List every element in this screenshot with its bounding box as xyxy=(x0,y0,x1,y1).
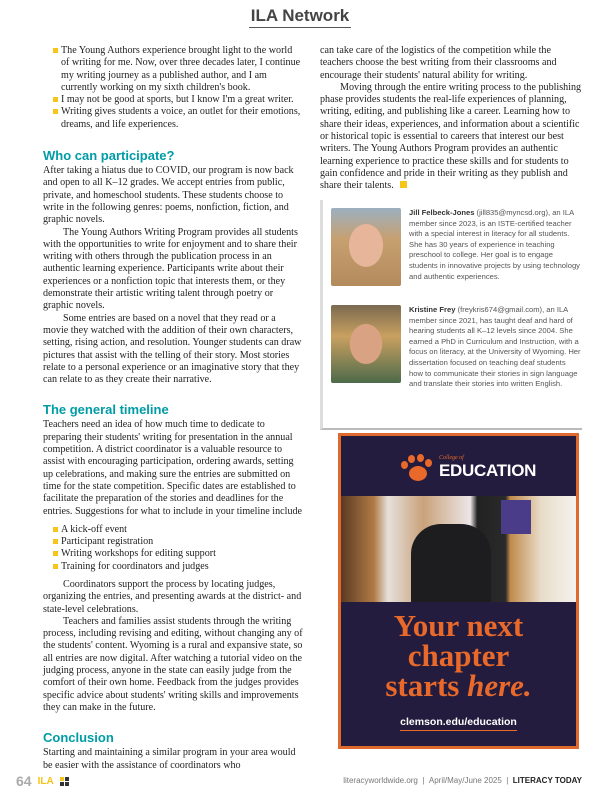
item-text: Writing workshops for editing support xyxy=(61,548,216,560)
paragraph: Teachers need an idea of how much time to dedicate to preparing their students' writing for presentation in the annual competition. A district coordinator is a valuable resource to assist with encouraging participation, ordering awards, setting up celebrations, and making sure the entries are submitted on time for the state competition. Specific dates are established to facilitate the preparation of the stories and deadlines for the entries. Suggestions for what to include in your timeline include xyxy=(43,419,303,517)
list-item xyxy=(53,94,303,106)
separator: | xyxy=(422,776,425,785)
bullet-icon xyxy=(53,48,58,53)
author-bios xyxy=(320,200,582,430)
page-number: 64 xyxy=(16,773,32,789)
separator: | xyxy=(506,776,509,785)
ila-mark-icon xyxy=(60,777,69,786)
bullet-icon xyxy=(53,97,58,102)
heading-conclusion: Conclusion xyxy=(43,730,114,746)
clemson-advertisement[interactable] xyxy=(338,433,579,749)
paragraph: Teachers and families assist students through the writing process, including revising and editing, without changing any of the students' content. Wyoming is a rural and expansive state, so all entries are now digital. After watching a tutorial video on the judging process, anyone in the state can easily judge from the comfort of their own home. Feedback from the judges provides specific advice about students' writing skills and improvements they can make in the future. xyxy=(43,615,303,713)
book-image xyxy=(501,500,531,534)
author-bio xyxy=(331,208,581,282)
item-text: Training for coordinators and judges xyxy=(61,560,209,572)
page-footer-right xyxy=(343,776,582,785)
author-bio xyxy=(331,305,581,390)
tagline-line: chapter xyxy=(407,638,510,673)
author-text: (freykris674@gmail.com), an ILA member since 2021, has taught deaf and hard of hearing students all K–12 levels since 2004. She earned a PhD in Curriculum and Instruction, with a focus on literacy, at the University of Wyoming. Her dissertation focused on teaching deaf students how to communicate their stories in sign language and translate their stories into written English. xyxy=(409,305,581,389)
heading-who-can-participate: Who can participate? xyxy=(43,148,175,164)
ad-tagline xyxy=(341,608,576,703)
author-name: Jill Felbeck-Jones xyxy=(409,208,475,217)
tagline-line: starts xyxy=(385,668,468,703)
tiger-paw-icon xyxy=(401,454,433,482)
list-item xyxy=(53,524,303,536)
left-column xyxy=(43,45,303,772)
ad-link[interactable]: clemson.edu/education xyxy=(400,716,517,731)
student-image xyxy=(411,524,491,602)
list-item xyxy=(53,45,303,94)
bullet-icon xyxy=(53,551,58,556)
ila-logo: ILA xyxy=(37,775,54,787)
list-item xyxy=(53,106,303,131)
education-label: EDUCATION xyxy=(439,461,537,480)
page-footer-left xyxy=(16,773,69,789)
quote-text: Writing gives students a voice, an outlet for their emotions, dreams, and life experiences. xyxy=(61,106,301,130)
timeline-list xyxy=(53,524,303,573)
paragraph-text: Moving through the entire writing process to the publishing phase provides students the real-life experiences of planning, writing, editing, and publishing like a career. Learning how to share their ideas, experiences, and information about a scientific or historical topic is essential to careers that interest our best writers. The Young Authors Program provides an authentic learning experience to practice these skills and for students to gain confidence and pride in their writing as they publish and share their talents. xyxy=(320,81,582,192)
tagline-line: Your next xyxy=(393,608,524,643)
tagline-emphasis: here. xyxy=(467,668,532,703)
author-photo xyxy=(331,208,401,286)
heading-general-timeline: The general timeline xyxy=(43,402,169,418)
quote-text: The Young Authors experience brought light to the world of writing for me. Now, over three decades later, I continue my writing journey as a published author, and I am currently working on my sixth children's book. xyxy=(61,45,301,93)
author-photo xyxy=(331,305,401,383)
end-mark-icon xyxy=(400,181,407,188)
quote-text: I may not be good at sports, but I know I'm a great writer. xyxy=(61,94,294,106)
bullet-icon xyxy=(53,527,58,532)
college-of-label: College of xyxy=(439,455,464,461)
bullet-icon xyxy=(53,109,58,114)
paragraph: Coordinators support the process by locating judges, organizing the entries, and presenting awards at the district- and state-level celebrations. xyxy=(43,578,302,615)
bullet-icon xyxy=(53,564,58,569)
bullet-icon xyxy=(53,539,58,544)
paragraph: The Young Authors Writing Program provides all students with the opportunities to write for enjoyment and to share their writing with others through the publication process in an authentic learning experience. Participants write about their experiences or a nonfiction topic that interests them, or they demonstrate their artistic writing talent through poetry or graphic novels. xyxy=(43,226,298,312)
author-name: Kristine Frey xyxy=(409,305,456,314)
list-item xyxy=(53,548,303,560)
ad-logo xyxy=(401,454,536,482)
quote-list xyxy=(53,45,303,131)
paragraph: Some entries are based on a novel that they read or a movie they watched with the addition of their own characters, setting, rising action, and resolution. Younger students can draw pictures that assist with the telling of their story. Most stories relate to a personal experience or an imaginative story that they can relate to as they create their narrative. xyxy=(43,312,302,386)
item-text: A kick-off event xyxy=(61,523,127,535)
ad-url[interactable] xyxy=(341,712,576,730)
section-title: ILA Network xyxy=(249,6,352,28)
issue-date: April/May/June 2025 xyxy=(428,776,502,785)
ad-photo xyxy=(341,496,576,602)
paragraph: After taking a hiatus due to COVID, our program is now back and open to all K–12 grades. We accept entries from public, private, and homeschool students. These students choose to write in the following genres: poems, nonfiction, fiction, and graphic novels. xyxy=(43,165,294,226)
page-header xyxy=(0,6,600,26)
paragraph: Starting and maintaining a similar program in your area would be easier with the assistance of coordinators who xyxy=(43,747,296,771)
paragraph: can take care of the logistics of the competition while the teachers choose the best writing from their classrooms and encourage their students' natural ability for writing. xyxy=(320,45,557,81)
paragraph xyxy=(320,82,582,193)
magazine-name: LITERACY TODAY xyxy=(512,776,582,785)
list-item xyxy=(53,561,303,573)
list-item xyxy=(53,536,303,548)
right-column xyxy=(320,45,582,193)
author-text: (jill835@myncsd.org), an ILA member since 2023, is an ISTE-certified teacher with a special interest in literacy for all students. She has 30 years of experience in teaching preschool to college. Her goal is to engage students in innovative projects by using technology and authentic experiences. xyxy=(409,208,580,281)
item-text: Participant registration xyxy=(61,536,154,548)
website: literacyworldwide.org xyxy=(343,776,418,785)
